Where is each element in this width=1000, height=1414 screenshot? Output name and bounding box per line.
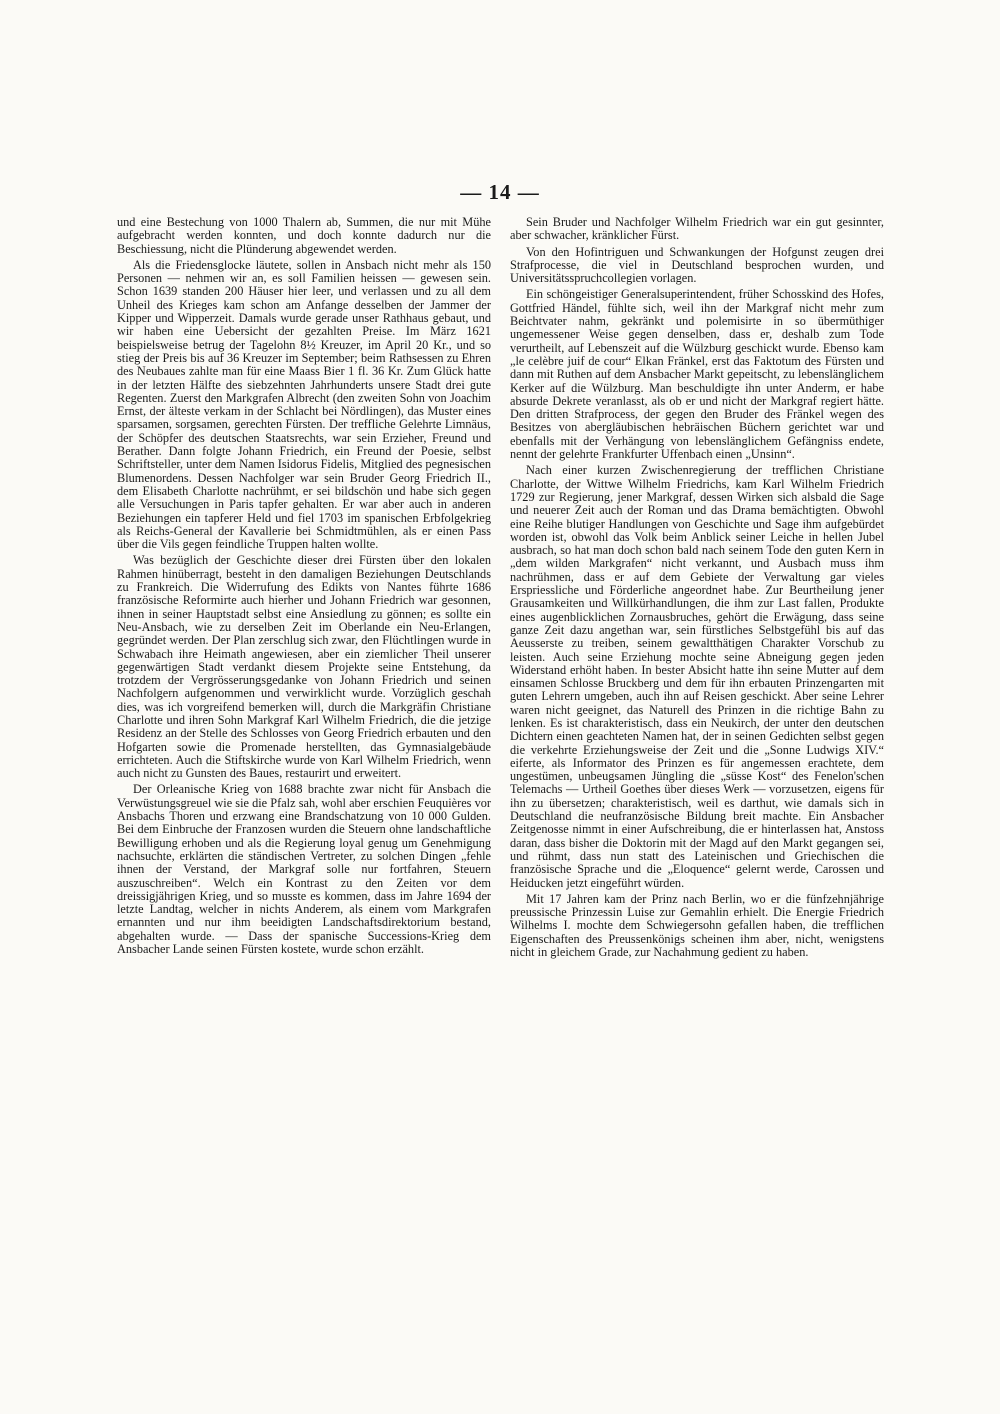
page-number: — 14 — [460,180,540,204]
paragraph: Sein Bruder und Nachfolger Wilhelm Friedrich war ein gut gesinnter, aber schwacher, kränklicher Fürst. [510,215,884,243]
paragraph: Von den Hofintriguen und Schwankungen der Hofgunst zeugen drei Strafprocesse, die viel in Deutschland besprochen wurden, und Universitätsspruchcollegien vorlagen. [510,244,884,286]
right-column [510,216,884,962]
paragraph: Mit 17 Jahren kam der Prinz nach Berlin, wo er die fünfzehnjährige preussische Prinzessin Luise zur Gemahlin erhielt. Die Energie Friedrich Wilhelms I. mochte dem Schwiegersohn gefallen haben, die trefflichen Eigenschaften des Preussenkönigs scheinen ihm aber, nicht, wenigstens nicht in gleichem Grade, zur Nachahmung gedient zu haben. [510,891,884,960]
paragraph: und eine Bestechung von 1000 Thalern ab, Summen, die nur mit Mühe aufgebracht werden konnten, und doch konnte dadurch nur die Beschiessung, nicht die Plünderung abgewendet werden. [117,215,491,256]
paragraph: Was bezüglich der Geschichte dieser drei Fürsten über den lokalen Rahmen hinüberragt, besteht in den damaligen Beziehungen Deutschlands zu Frankreich. Die Widerrufung des Edikts von Nantes führte 1686 französische Reformirte auch hierher und Johann Friedrich war gesonnen, ihnen in seiner Hauptstadt selbst eine Ansiedlung zu gönnen; es sollte ein Neu-Ansbach, wie zu derselben Zeit im Oberlande ein Neu-Erlangen, gegründet werden. Der Plan zerschlug sich zwar, den Flüchtlingen wurde in Schwabach ihre Heimath angewiesen, aber ein ziemlicher Theil unserer gegenwärtigen Stadt verdankt diesem Projekte seine Entstehung, da trotzdem der Vergrösserungsgedanke von Johann Friedrich und seinen Nachfolgern aufgenommen und verwirklicht wurde. Vorzüglich geschah dies, was ich vorgreifend bemerken will, durch die Markgräfin Christiane Charlotte und ihren Sohn Markgraf Karl Wilhelm Friedrich, die die jetzige Residenz an der Stelle des Schlosses von Georg Friedrich erbauten und den Hofgarten sowie die Promenade herstellten, das Gymnasialgebäude errichteten. Auch die Stiftskirche wurde von Karl Wilhelm Friedrich, wenn auch nicht zu Gunsten des Baues, restaurirt und erweitert. [117,553,491,781]
paragraph: Der Orleanische Krieg von 1688 brachte zwar nicht für Ansbach die Verwüstungsgreuel wie sie die Pfalz sah, wohl aber erschien Feuquières vor Ansbachs Thoren und erzwang eine Brandschatzung von 10 000 Gulden. Bei dem Einbruche der Franzosen wurden die Steuern ohne landschaftliche Bewilligung erhoben und als die Regierung loyal genug um Genehmigung nachsuchte, erklärten die ständischen Vertreter, zu solchen Dingen „fehle ihnen der Verstand, der Markgraf solle nur fortfahren, Steuern auszuschreiben“. Welch ein Kontrast zu den Zeiten vor dem dreissigjährigen Krieg, und so musste es kommen, dass im Jahre 1694 der letzte Landtag, welcher in nichts Anderem, als einem vom Markgrafen ernannten und nur ihm beeidigten Landschaftsdirektorium bestand, abgehalten wurde. — Dass der spanische Successions-Krieg dem Ansbacher Lande seinen Fürsten kostete, wurde schon erzählt. [117,782,491,957]
paragraph: Ein schöngeistiger Generalsuperintendent, früher Schosskind des Hofes, Gottfried Händel, fühlte sich, weil ihn der Markgraf nicht mehr zum Beichtvater nahm, gekränkt und polemisirte in so übermüthiger ungemessener Weise gegen denselben, dass er, deshalb zum Tode verurtheilt, auf Lebenszeit auf die Wülzburg geschickt wurde. Ebenso kam „le celèbre juif de cour“ Elkan Fränkel, erst das Faktotum des Fürsten und dann mit Ruthen auf dem Ansbacher Markt gepeitscht, zu lebenslänglichem Kerker auf die Wülzburg. Man beschuldigte ihn unter Anderm, er habe absurde Dekrete veranlasst, als ob er und nicht der Markgraf regiert hätte. Den dritten Strafprocess, der gegen den Bruder des Fränkel wegen des Besitzes von abergläubischen hebräischen Büchern gerichtet war und ebenfalls mit der Verhängung von lebenslänglichem Gefängniss endete, nennt der gelehrte Frankfurter Uffenbach einen „Unsinn“. [510,287,884,462]
paragraph: Nach einer kurzen Zwischenregierung der trefflichen Christiane Charlotte, der Wittwe Wilhelm Friedrichs, kam Karl Wilhelm Friedrich 1729 zur Regierung, jener Markgraf, dessen Wirken sich alsbald die Sage und neuerer Zeit auch der Roman und das Drama bemächtigten. Obwohl eine Reihe blutiger Handlungen von Geschichte und Sage ihm aufgebürdet worden ist, obwohl das Volk beim Anblick seiner Leiche in hellen Jubel ausbrach, so hat man doch schon bald nach seinem Tode den guten Kern in „dem wilden Markgrafen“ nicht verkannt, und Ausbach muss ihm nachrühmen, dass er auf dem Gebiete der Verwaltung gar vieles Erspriessliche und Förderliche angeordnet habe. Zur Beurtheilung jener Grausamkeiten und Willkürhandlungen, die ihm zur Last fallen, Produkte eines augenblicklichen Zornausbruches, gehört die Erwägung, dass seine ganze Zeit dazu angethan war, sein fürstliches Selbstgefühl bis auf das Aeusserste zu treiben, seinem gewaltthätigen Charakter Vorschub zu leisten. Auch seine Erziehung mochte seine Abneigung gegen jeden Widerstand erhöht haben. In bester Absicht hatte ihn seine Mutter auf dem einsamen Schlosse Bruckberg und dem für ihn erbauten Prinzengarten mit guten Lehrern umgeben, auch ihn auf Reisen geschickt. Aber seine Lehrer waren nicht geeignet, das Naturell des Prinzen in die richtige Bahn zu lenken. Es ist charakteristisch, dass ein Neukirch, der unter den deutschen Dichtern einen geachteten Namen hat, der in seinen Gedichten selbst gegen die verkehrte Erziehungsweise der Zeit und die „Sonne Ludwigs XIV.“ eiferte, als Informator des Prinzen es für angemessen erachtete, dem ungestümen, unbeugsamen Jüngling die „süsse Kost“ des Fenelon'schen Telemachs — Urtheil Goethes über dieses Werk — vorzusetzen, eigens für ihn zu übersetzen; charakteristisch, weil es darthut, wie damals sich in Deutschland die neufranzösische Bildung breit machte. Ein Ansbacher Zeitgenosse nimmt in einer Aufschreibung, die er hinterlassen hat, Anstoss daran, dass bisher die Doktorin mit der Magd auf den Markt gegangen sei, und rühmt, dass nun statt des Lateinischen und Griechischen die französische Sprache und die „Eloquence“ gelernt werde, Carossen und Heiducken jetzt eingeführt würden. [510,463,884,890]
left-column [117,216,491,959]
paragraph: Als die Friedensglocke läutete, sollen in Ansbach nicht mehr als 150 Personen — nehmen wir an, es soll Familien heissen — gewesen sein. Schon 1639 standen 200 Häuser hier leer, und verlassen und zu all dem Unheil des Krieges kam schon am Anfange desselben der Jammer der Kipper und Wipperzeit. Damals wurde gerade unser Rathhaus gebaut, und wir haben eine Uebersicht der gezahlten Preise. Im März 1621 beispielsweise betrug der Tagelohn 8½ Kreuzer, im April 20 Kr., und so stieg der Preis bis auf 36 Kreuzer im September; beim Rathsessen zu Ehren des Neubaues zahlte man für eine Maass Bier 1 fl. 36 Kr. Zum Glück hatte in der letzten Hälfte des siebzehnten Jahrhunderts unsere Stadt drei gute Regenten. Zuerst den Markgrafen Albrecht (den zweiten Sohn von Joachim Ernst, der älteste verkam in der Schlacht bei Nördlingen), das Muster eines sparsamen, sorgsamen, gerechten Fürsten. Der treffliche Gelehrte Limnäus, der Schöpfer des deutschen Staatsrechts, war sein Erzieher, Freund und Berather. Dann folgte Johann Friedrich, ein Freund der Poesie, selbst Schriftsteller, unter dem Namen Isidorus Fidelis, Mitglied des pegnesischen Blumenordens. Dessen Nachfolger war sein Bruder Georg Friedrich II., dem Elisabeth Charlotte nachrühmt, er sei bildschön und habe sich gegen alle Versuchungen in Paris tapfer gehalten. Er war aber auch in anderen Beziehungen ein tapferer Held und fiel 1703 im spanischen Erbfolgekrieg als Reichs-General der Kavallerie bei Schmidtmühlen, als er einen Pass über die Vils gegen feindliche Truppen halten wollte. [117,257,491,552]
